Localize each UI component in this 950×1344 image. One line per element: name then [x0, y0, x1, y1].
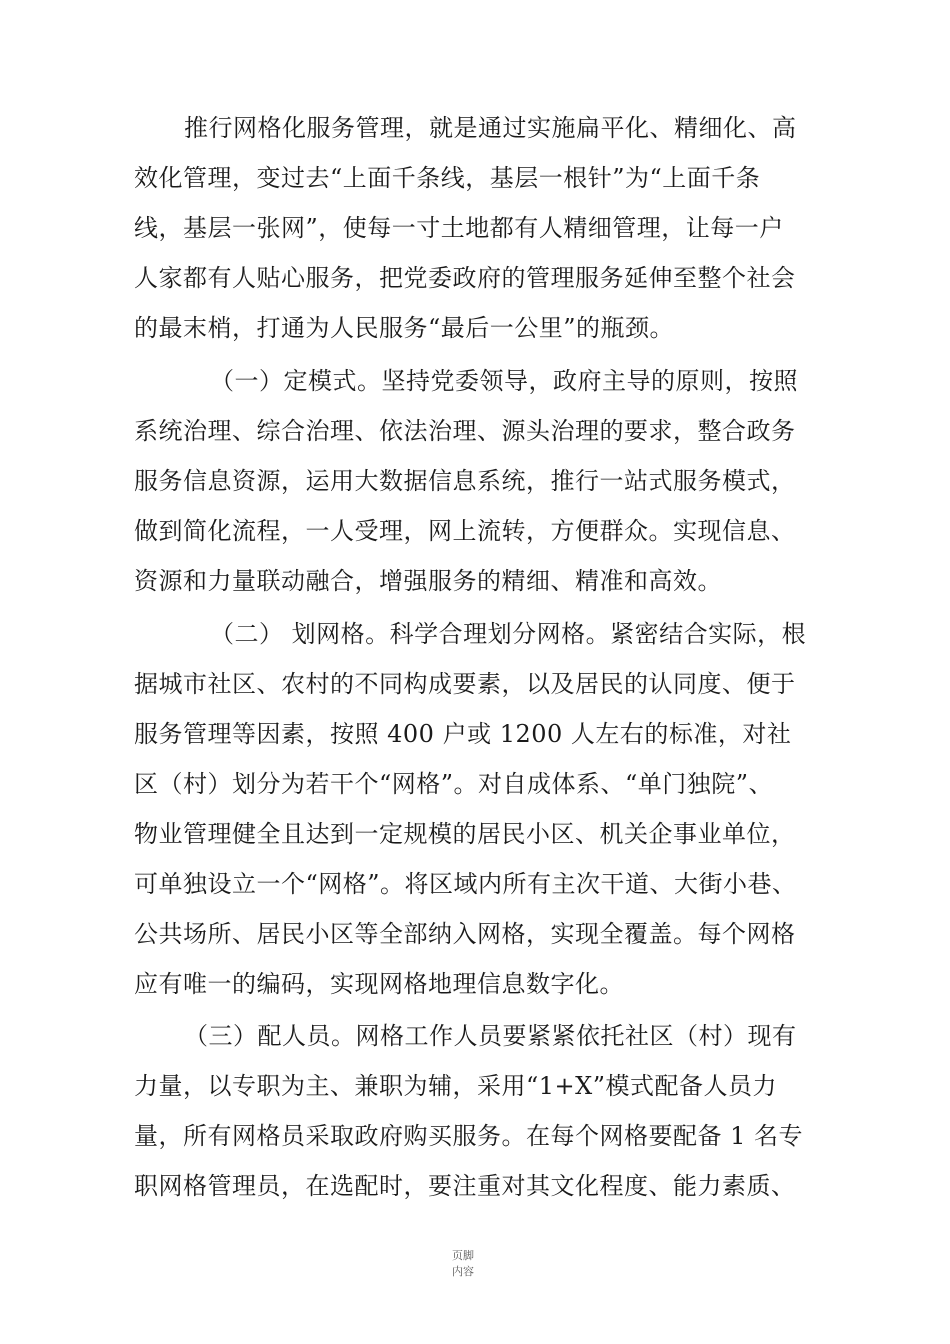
page-footer: 页脚内容 [452, 1249, 474, 1278]
text-line: 据城市社区、农村的不同构成要素，以及居民的认同度、便于 [134, 670, 796, 698]
text-line: 推行网格化服务管理，就是通过实施扁平化、精细化、高 [184, 114, 797, 142]
text-line: 线，基层一张网”，使每一寸土地都有人精细管理，让每一户 [134, 214, 784, 242]
text-line: 公共场所、居民小区等全部纳入网格，实现全覆盖。每个网格 [134, 920, 796, 948]
text-line: 量，所有网格员采取政府购买服务。在每个网格要配备 1 名专 [134, 1122, 804, 1150]
text-line: 职网格管理员，在选配时，要注重对其文化程度、能力素质、 [134, 1172, 796, 1200]
text-line: 资源和力量联动融合，增强服务的精细、精准和高效。 [134, 567, 722, 595]
text-line: 区（村）划分为若干个“网格”。对自成体系、“单门独院”、 [134, 770, 774, 798]
text-line: 系统治理、综合治理、依法治理、源头治理的要求，整合政务 [134, 417, 796, 445]
section-heading-line: （二） 划网格。科学合理划分网格。紧密结合实际，根 [210, 620, 807, 648]
text-line: 的最末梢，打通为人民服务“最后一公里”的瓶颈。 [134, 314, 675, 342]
text-line: 可单独设立一个“网格”。将区域内所有主次干道、大街小巷、 [134, 870, 797, 898]
section-heading-line: （一）定模式。坚持党委领导，政府主导的原则，按照 [210, 367, 798, 395]
text-line: 应有唯一的编码，实现网格地理信息数字化。 [134, 970, 624, 998]
text-line: 效化管理，变过去“上面千条线，基层一根针”为“上面千条 [134, 164, 761, 192]
text-line: 服务信息资源，运用大数据信息系统，推行一站式服务模式， [134, 467, 796, 495]
text-line: 物业管理健全且达到一定规模的居民小区、机关企事业单位， [134, 820, 796, 848]
text-line: 服务管理等因素，按照 400 户或 1200 人左右的标准，对社 [134, 720, 792, 748]
text-line: 力量，以专职为主、兼职为辅，采用“1+X”模式配备人员力 [134, 1072, 778, 1100]
text-line: 人家都有人贴心服务，把党委政府的管理服务延伸至整个社会 [134, 264, 796, 292]
section-heading-line: （三）配人员。网格工作人员要紧紧依托社区（村）现有 [184, 1022, 797, 1050]
text-line: 做到简化流程，一人受理，网上流转，方便群众。实现信息、 [134, 517, 796, 545]
